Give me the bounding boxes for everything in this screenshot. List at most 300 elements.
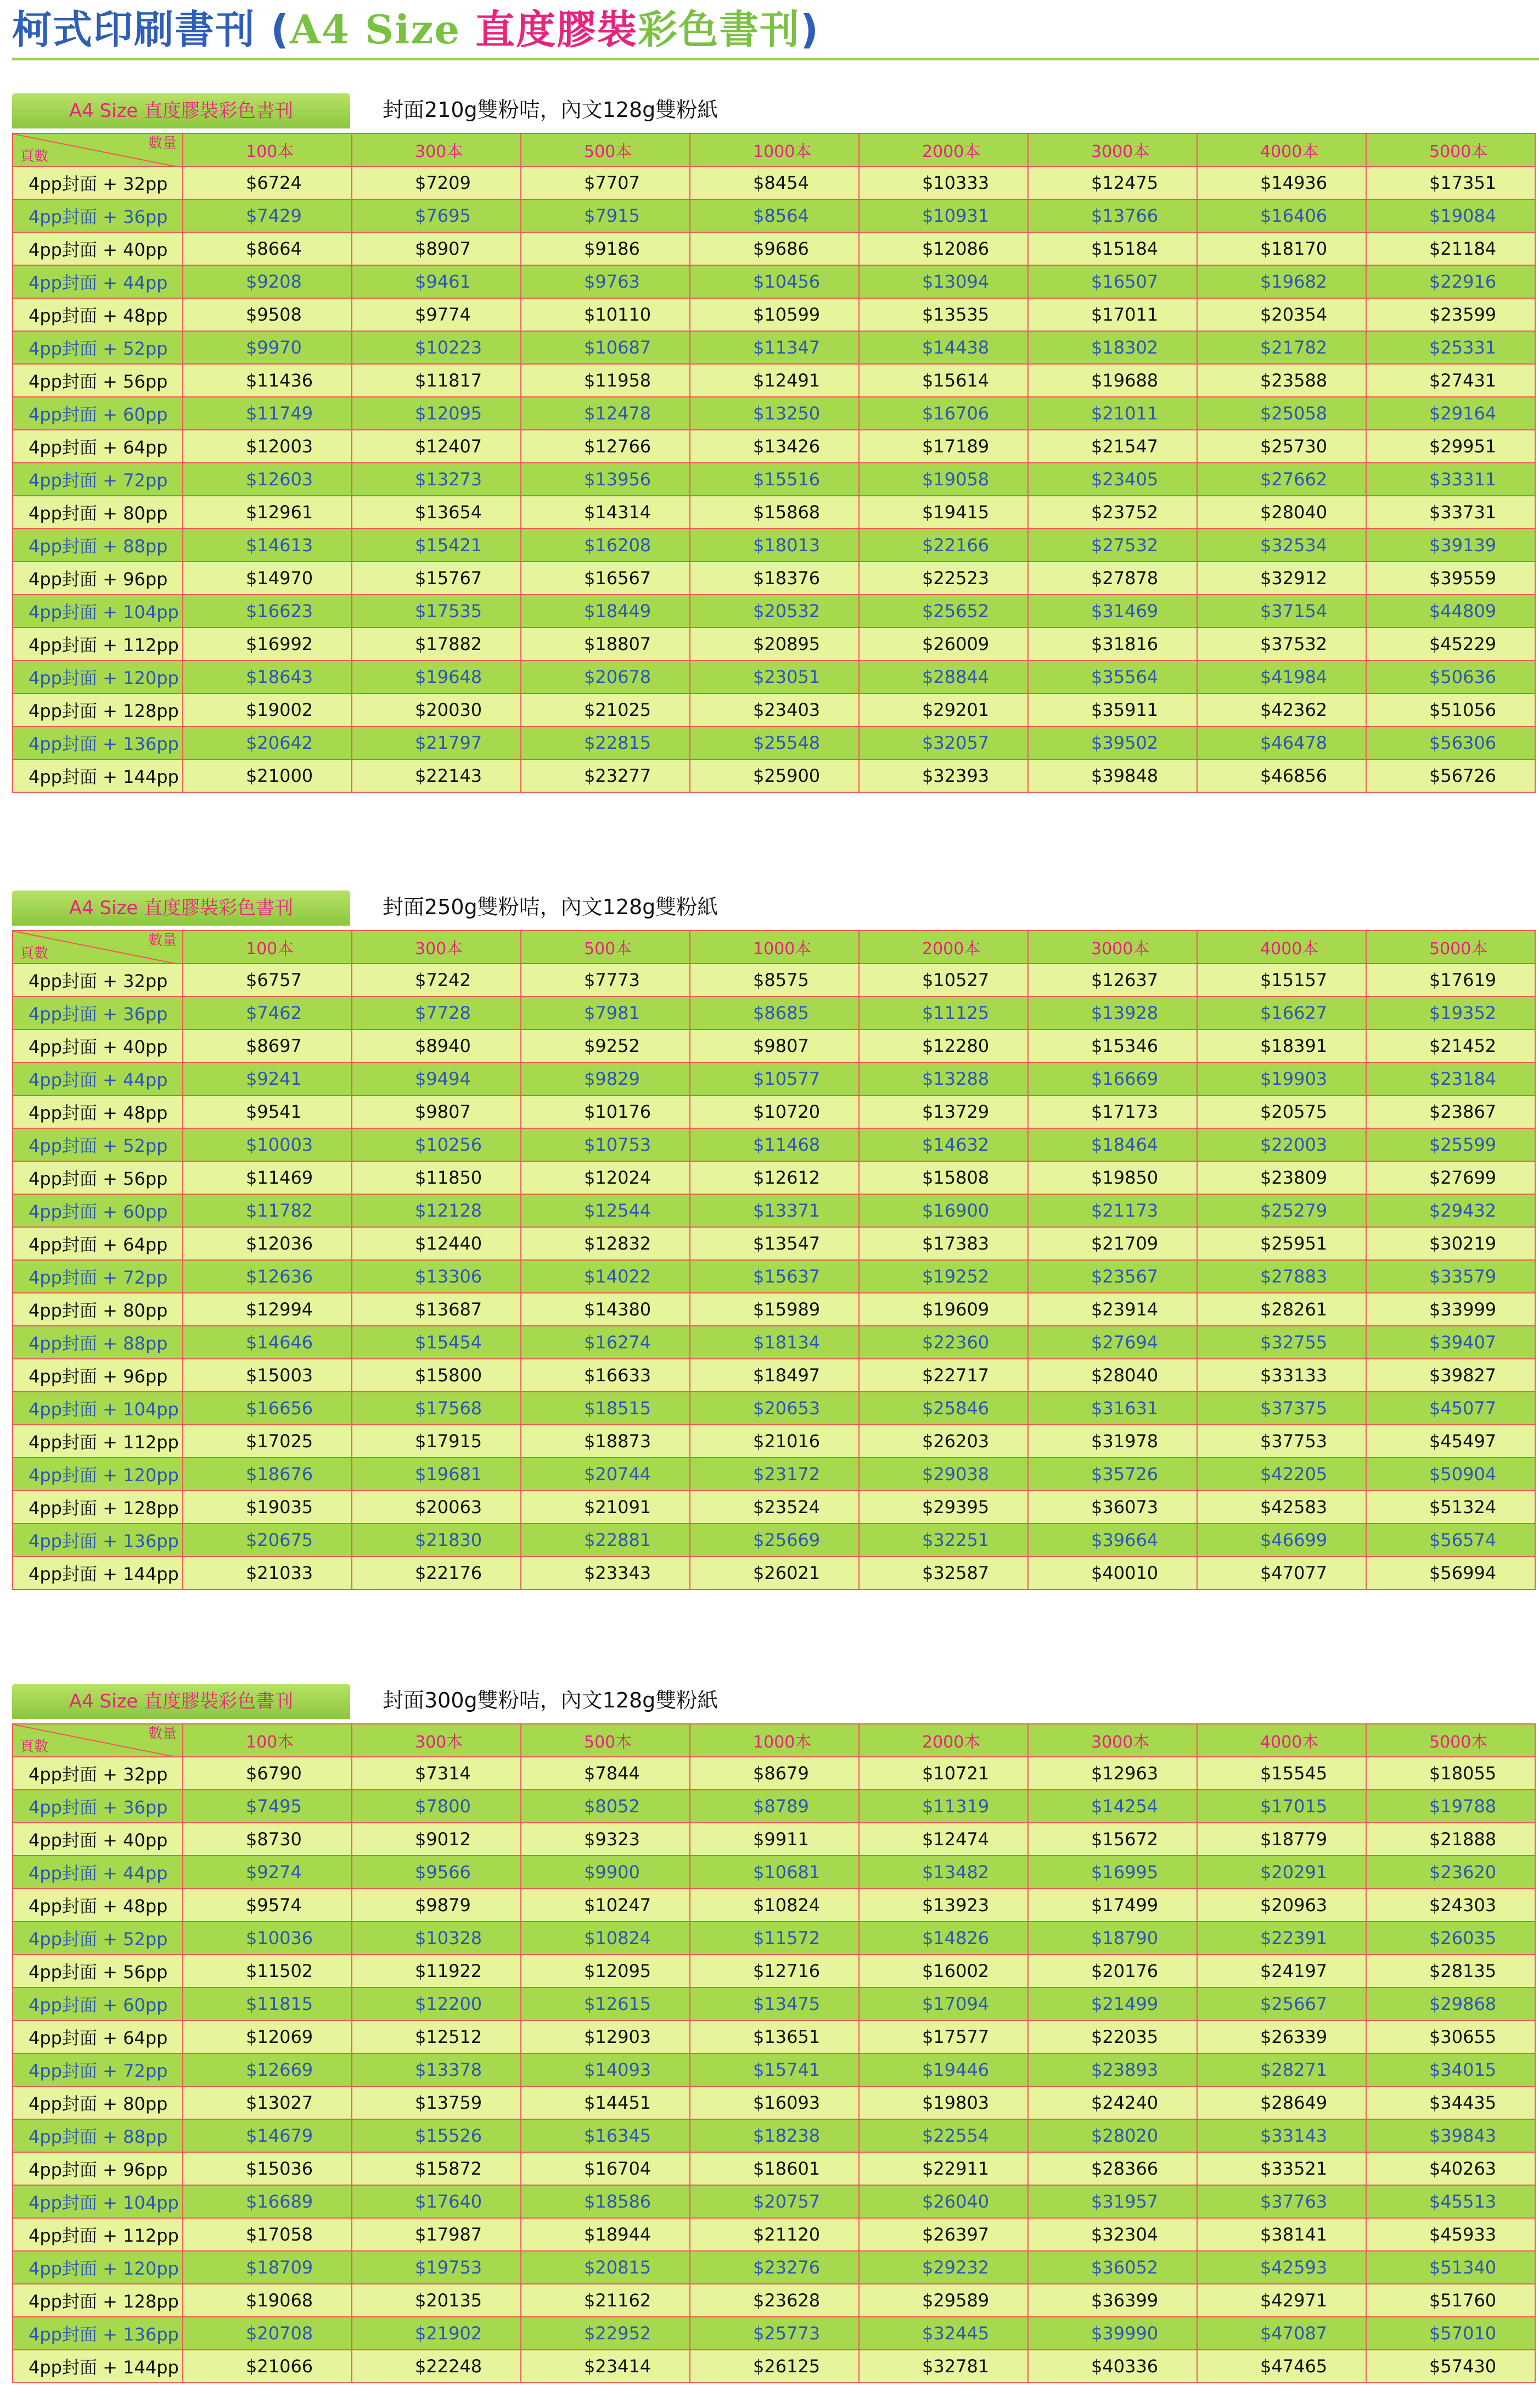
- price-cell: $56994: [1366, 1556, 1535, 1589]
- paper-spec: 封面210g雙粉咭，內文128g雙粉紙: [383, 98, 718, 122]
- price-cell: $28020: [1028, 2119, 1197, 2152]
- price-cell: $16669: [1028, 1062, 1197, 1095]
- table-row: [13, 1128, 1535, 1161]
- price-cell: $13273: [352, 463, 521, 496]
- price-cell: $33731: [1366, 496, 1535, 529]
- page-count-label: 4pp封面 + 120pp: [13, 660, 183, 693]
- price-cell: $11817: [352, 364, 521, 397]
- price-cell: $14380: [521, 1293, 690, 1326]
- table-row: [13, 2119, 1535, 2152]
- price-cell: $51056: [1366, 693, 1535, 726]
- price-cell: $28135: [1366, 1955, 1535, 1987]
- page-count-label: 4pp封面 + 52pp: [13, 1128, 183, 1161]
- price-cell: $16507: [1028, 265, 1197, 298]
- price-cell: $37375: [1197, 1392, 1366, 1425]
- price-cell: $10176: [521, 1095, 690, 1128]
- price-cell: $18601: [690, 2152, 859, 2185]
- price-cell: $13928: [1028, 996, 1197, 1029]
- price-cell: $17025: [183, 1425, 352, 1458]
- quantity-header: 100本: [183, 1724, 352, 1757]
- price-cell: $27878: [1028, 562, 1197, 595]
- price-cell: $16623: [183, 595, 352, 628]
- quantity-header: 2000本: [859, 1724, 1028, 1757]
- price-cell: $11319: [859, 1790, 1028, 1823]
- table-row: [13, 1889, 1535, 1922]
- price-cell: $23914: [1028, 1293, 1197, 1326]
- price-cell: $17640: [352, 2185, 521, 2218]
- price-cell: $18134: [690, 1326, 859, 1359]
- price-cell: $11468: [690, 1128, 859, 1161]
- price-cell: $22911: [859, 2152, 1028, 2185]
- price-cell: $47077: [1197, 1556, 1366, 1589]
- price-cell: $20291: [1197, 1856, 1366, 1889]
- price-cell: $22143: [352, 759, 521, 792]
- quantity-header: 3000本: [1028, 931, 1197, 964]
- quantity-header: 100本: [183, 133, 352, 166]
- price-cell: $39990: [1028, 2317, 1197, 2350]
- price-cell: $50904: [1366, 1458, 1535, 1491]
- price-cell: $22360: [859, 1326, 1028, 1359]
- quantity-header: 500本: [521, 133, 690, 166]
- price-cell: $23567: [1028, 1260, 1197, 1293]
- price-cell: $23809: [1197, 1161, 1366, 1194]
- quantity-header: 5000本: [1366, 1724, 1535, 1757]
- price-cell: $10003: [183, 1128, 352, 1161]
- quantity-header: 300本: [352, 133, 521, 166]
- page-count-label: 4pp封面 + 32pp: [13, 964, 183, 996]
- price-cell: $20708: [183, 2317, 352, 2350]
- price-cell: $8940: [352, 1029, 521, 1062]
- price-cell: $15454: [352, 1326, 521, 1359]
- page-count-label: 4pp封面 + 120pp: [13, 1458, 183, 1491]
- price-cell: $25548: [690, 726, 859, 759]
- price-cell: $10328: [352, 1922, 521, 1955]
- table-row: [13, 1425, 1535, 1458]
- price-cell: $17383: [859, 1227, 1028, 1260]
- price-cell: $14093: [521, 2053, 690, 2086]
- page-count-label: 4pp封面 + 44pp: [13, 1856, 183, 1889]
- price-cell: $33143: [1197, 2119, 1366, 2152]
- table-row: [13, 759, 1535, 792]
- price-cell: $19252: [859, 1260, 1028, 1293]
- price-cell: $16274: [521, 1326, 690, 1359]
- quantity-header: 5000本: [1366, 133, 1535, 166]
- price-cell: $7728: [352, 996, 521, 1029]
- price-cell: $7462: [183, 996, 352, 1029]
- price-cell: $27532: [1028, 529, 1197, 562]
- price-cell: $32534: [1197, 529, 1366, 562]
- price-cell: $42205: [1197, 1458, 1366, 1491]
- price-cell: $22815: [521, 726, 690, 759]
- price-cell: $18709: [183, 2251, 352, 2284]
- price-cell: $14254: [1028, 1790, 1197, 1823]
- price-cell: $32587: [859, 1556, 1028, 1589]
- table-row: [13, 726, 1535, 759]
- table-row: [13, 595, 1535, 628]
- price-cell: $7844: [521, 1757, 690, 1790]
- price-cell: $16567: [521, 562, 690, 595]
- price-cell: $25773: [690, 2317, 859, 2350]
- table-row: [13, 2284, 1535, 2317]
- price-cell: $14826: [859, 1922, 1028, 1955]
- price-cell: $14936: [1197, 166, 1366, 199]
- price-cell: $32304: [1028, 2218, 1197, 2251]
- price-cell: $8679: [690, 1757, 859, 1790]
- price-cell: $26125: [690, 2350, 859, 2383]
- price-cell: $44809: [1366, 595, 1535, 628]
- price-cell: $12036: [183, 1227, 352, 1260]
- price-cell: $39407: [1366, 1326, 1535, 1359]
- price-cell: $7695: [352, 199, 521, 232]
- price-cell: $9541: [183, 1095, 352, 1128]
- price-cell: $12474: [859, 1823, 1028, 1856]
- price-cell: $9574: [183, 1889, 352, 1922]
- page-count-label: 4pp封面 + 64pp: [13, 1227, 183, 1260]
- price-cell: $21184: [1366, 232, 1535, 265]
- price-cell: $36052: [1028, 2251, 1197, 2284]
- price-cell: $20176: [1028, 1955, 1197, 1987]
- table-row: [13, 1491, 1535, 1524]
- price-cell: $23276: [690, 2251, 859, 2284]
- page-count-label: 4pp封面 + 112pp: [13, 1425, 183, 1458]
- quantity-header: 4000本: [1197, 133, 1366, 166]
- table-row: [13, 2350, 1535, 2383]
- price-cell: $26040: [859, 2185, 1028, 2218]
- price-cell: $15989: [690, 1293, 859, 1326]
- price-cell: $15003: [183, 1359, 352, 1392]
- table-row: [13, 265, 1535, 298]
- page-count-label: 4pp封面 + 36pp: [13, 1790, 183, 1823]
- price-cell: $20653: [690, 1392, 859, 1425]
- price-cell: $45229: [1366, 628, 1535, 660]
- price-cell: $23628: [690, 2284, 859, 2317]
- price-cell: $33999: [1366, 1293, 1535, 1326]
- price-cell: $9911: [690, 1823, 859, 1856]
- price-cell: $22554: [859, 2119, 1028, 2152]
- price-cell: $12200: [352, 1987, 521, 2020]
- page-title: [12, 5, 819, 54]
- price-cell: $21120: [690, 2218, 859, 2251]
- price-cell: $31978: [1028, 1425, 1197, 1458]
- page-count-label: 4pp封面 + 36pp: [13, 996, 183, 1029]
- quantity-label: 數量: [148, 1726, 177, 1742]
- table-row: [13, 1823, 1535, 1856]
- price-cell: $9012: [352, 1823, 521, 1856]
- price-cell: $15157: [1197, 964, 1366, 996]
- table-row: [13, 496, 1535, 529]
- page-count-label: 4pp封面 + 60pp: [13, 397, 183, 430]
- price-cell: $18790: [1028, 1922, 1197, 1955]
- price-cell: $19058: [859, 463, 1028, 496]
- price-cell: $28649: [1197, 2086, 1366, 2119]
- price-table: [12, 133, 1536, 793]
- price-cell: $13288: [859, 1062, 1028, 1095]
- section-badge: A4 Size 直度膠裝彩色書刊: [12, 891, 350, 926]
- price-cell: $19803: [859, 2086, 1028, 2119]
- price-cell: $28271: [1197, 2053, 1366, 2086]
- price-cell: $38141: [1197, 2218, 1366, 2251]
- price-cell: $18170: [1197, 232, 1366, 265]
- price-cell: $20642: [183, 726, 352, 759]
- price-cell: $37532: [1197, 628, 1366, 660]
- price-cell: $29201: [859, 693, 1028, 726]
- price-cell: $15421: [352, 529, 521, 562]
- price-cell: $17568: [352, 1392, 521, 1425]
- table-row: [13, 1194, 1535, 1227]
- table-row: [13, 331, 1535, 364]
- page-count-label: 4pp封面 + 88pp: [13, 1326, 183, 1359]
- price-cell: $10681: [690, 1856, 859, 1889]
- price-cell: $33521: [1197, 2152, 1366, 2185]
- table-header-row: [13, 931, 1535, 964]
- price-cell: $14314: [521, 496, 690, 529]
- price-cell: $12766: [521, 430, 690, 463]
- price-cell: $33311: [1366, 463, 1535, 496]
- price-cell: $34435: [1366, 2086, 1535, 2119]
- price-cell: $17351: [1366, 166, 1535, 199]
- price-cell: $24240: [1028, 2086, 1197, 2119]
- price-cell: $31469: [1028, 595, 1197, 628]
- price-cell: $18779: [1197, 1823, 1366, 1856]
- price-cell: $18464: [1028, 1128, 1197, 1161]
- price-cell: $51760: [1366, 2284, 1535, 2317]
- price-cell: $26339: [1197, 2020, 1366, 2053]
- price-cell: $21000: [183, 759, 352, 792]
- price-cell: $11782: [183, 1194, 352, 1227]
- page-count-label: 4pp封面 + 40pp: [13, 232, 183, 265]
- price-cell: $10721: [859, 1757, 1028, 1790]
- page-count-label: 4pp封面 + 128pp: [13, 693, 183, 726]
- table-row: [13, 1062, 1535, 1095]
- price-cell: $21902: [352, 2317, 521, 2350]
- table-row: [13, 232, 1535, 265]
- price-cell: $16689: [183, 2185, 352, 2218]
- table-row: [13, 298, 1535, 331]
- price-cell: $19415: [859, 496, 1028, 529]
- page-count-label: 4pp封面 + 88pp: [13, 529, 183, 562]
- price-cell: $56306: [1366, 726, 1535, 759]
- price-cell: $6757: [183, 964, 352, 996]
- price-cell: $12963: [1028, 1757, 1197, 1790]
- price-cell: $12615: [521, 1987, 690, 2020]
- price-cell: $17577: [859, 2020, 1028, 2053]
- price-cell: $29232: [859, 2251, 1028, 2284]
- page-count-label: 4pp封面 + 80pp: [13, 1293, 183, 1326]
- page-count-label: 4pp封面 + 60pp: [13, 1194, 183, 1227]
- page-count-label: 4pp封面 + 144pp: [13, 2350, 183, 2383]
- table-corner-cell: [13, 931, 183, 964]
- price-cell: $15808: [859, 1161, 1028, 1194]
- price-cell: $29951: [1366, 430, 1535, 463]
- price-cell: $8907: [352, 232, 521, 265]
- price-cell: $19035: [183, 1491, 352, 1524]
- price-cell: $18238: [690, 2119, 859, 2152]
- price-cell: $22176: [352, 1556, 521, 1589]
- section-badge: A4 Size 直度膠裝彩色書刊: [12, 93, 350, 128]
- price-cell: $12086: [859, 232, 1028, 265]
- price-cell: $18807: [521, 628, 690, 660]
- price-cell: $35564: [1028, 660, 1197, 693]
- price-cell: $36399: [1028, 2284, 1197, 2317]
- paper-spec: 封面300g雙粉咭，內文128g雙粉紙: [383, 1688, 718, 1712]
- table-row: [13, 2218, 1535, 2251]
- price-cell: $12003: [183, 430, 352, 463]
- price-cell: $12095: [521, 1955, 690, 1987]
- price-cell: $25730: [1197, 430, 1366, 463]
- page-count-label: 4pp封面 + 40pp: [13, 1029, 183, 1062]
- price-cell: $16633: [521, 1359, 690, 1392]
- price-cell: $21452: [1366, 1029, 1535, 1062]
- price-cell: $56574: [1366, 1524, 1535, 1556]
- price-cell: $14679: [183, 2119, 352, 2152]
- price-cell: $22003: [1197, 1128, 1366, 1161]
- table-row: [13, 397, 1535, 430]
- price-cell: $7707: [521, 166, 690, 199]
- price-cell: $21888: [1366, 1823, 1535, 1856]
- quantity-header: 2000本: [859, 133, 1028, 166]
- table-row: [13, 2251, 1535, 2284]
- quantity-header: 500本: [521, 1724, 690, 1757]
- price-cell: $16002: [859, 1955, 1028, 1987]
- price-cell: $10824: [521, 1922, 690, 1955]
- price-cell: $45497: [1366, 1425, 1535, 1458]
- price-cell: $37154: [1197, 595, 1366, 628]
- table-row: [13, 1161, 1535, 1194]
- price-cell: $13535: [859, 298, 1028, 331]
- price-cell: $12994: [183, 1293, 352, 1326]
- page-count-label: 4pp封面 + 80pp: [13, 496, 183, 529]
- price-cell: $15872: [352, 2152, 521, 2185]
- price-cell: $20815: [521, 2251, 690, 2284]
- price-cell: $23620: [1366, 1856, 1535, 1889]
- page-count-label: 4pp封面 + 104pp: [13, 1392, 183, 1425]
- price-cell: $15672: [1028, 1823, 1197, 1856]
- table-row: [13, 1556, 1535, 1589]
- table-row: [13, 1790, 1535, 1823]
- price-cell: $23051: [690, 660, 859, 693]
- price-cell: $9807: [352, 1095, 521, 1128]
- price-cell: $37763: [1197, 2185, 1366, 2218]
- price-cell: $23893: [1028, 2053, 1197, 2086]
- price-cell: $12280: [859, 1029, 1028, 1062]
- price-cell: $10110: [521, 298, 690, 331]
- table-row: [13, 1458, 1535, 1491]
- price-cell: $56726: [1366, 759, 1535, 792]
- price-cell: $9241: [183, 1062, 352, 1095]
- page-count-label: 4pp封面 + 48pp: [13, 1889, 183, 1922]
- price-cell: $15800: [352, 1359, 521, 1392]
- price-cell: $21547: [1028, 430, 1197, 463]
- price-cell: $12636: [183, 1260, 352, 1293]
- price-cell: $9274: [183, 1856, 352, 1889]
- price-cell: $16995: [1028, 1856, 1197, 1889]
- section-header: [12, 1677, 1536, 1721]
- price-cell: $16345: [521, 2119, 690, 2152]
- price-cell: $29589: [859, 2284, 1028, 2317]
- page-count-label: 4pp封面 + 32pp: [13, 1757, 183, 1790]
- price-cell: $10456: [690, 265, 859, 298]
- price-cell: $19788: [1366, 1790, 1535, 1823]
- price-cell: $17011: [1028, 298, 1197, 331]
- price-cell: $9900: [521, 1856, 690, 1889]
- price-cell: $40263: [1366, 2152, 1535, 2185]
- table-row: [13, 1359, 1535, 1392]
- price-cell: $27699: [1366, 1161, 1535, 1194]
- price-cell: $18376: [690, 562, 859, 595]
- quantity-header: 100本: [183, 931, 352, 964]
- price-cell: $9970: [183, 331, 352, 364]
- pages-label: 頁數: [20, 945, 49, 962]
- price-cell: $19068: [183, 2284, 352, 2317]
- table-row: [13, 660, 1535, 693]
- price-cell: $9252: [521, 1029, 690, 1062]
- price-cell: $26203: [859, 1425, 1028, 1458]
- price-cell: $13371: [690, 1194, 859, 1227]
- page-count-label: 4pp封面 + 80pp: [13, 2086, 183, 2119]
- price-cell: $8789: [690, 1790, 859, 1823]
- price-cell: $46699: [1197, 1524, 1366, 1556]
- price-cell: $8454: [690, 166, 859, 199]
- price-cell: $11922: [352, 1955, 521, 1987]
- price-cell: $10753: [521, 1128, 690, 1161]
- price-cell: $14646: [183, 1326, 352, 1359]
- price-cell: $45513: [1366, 2185, 1535, 2218]
- price-cell: $29868: [1366, 1987, 1535, 2020]
- price-cell: $17882: [352, 628, 521, 660]
- page-count-label: 4pp封面 + 36pp: [13, 199, 183, 232]
- price-cell: $41984: [1197, 660, 1366, 693]
- price-cell: $13759: [352, 2086, 521, 2119]
- quantity-label: 數量: [148, 135, 177, 152]
- price-cell: $20354: [1197, 298, 1366, 331]
- page-count-label: 4pp封面 + 64pp: [13, 430, 183, 463]
- price-cell: $30655: [1366, 2020, 1535, 2053]
- price-cell: $15637: [690, 1260, 859, 1293]
- table-row: [13, 166, 1535, 199]
- price-cell: $21162: [521, 2284, 690, 2317]
- price-cell: $29038: [859, 1458, 1028, 1491]
- price-cell: $12832: [521, 1227, 690, 1260]
- price-cell: $32912: [1197, 562, 1366, 595]
- price-cell: $25058: [1197, 397, 1366, 430]
- price-cell: $19682: [1197, 265, 1366, 298]
- price-cell: $23172: [690, 1458, 859, 1491]
- price-cell: $8685: [690, 996, 859, 1029]
- price-cell: $9774: [352, 298, 521, 331]
- price-cell: $12961: [183, 496, 352, 529]
- table-row: [13, 364, 1535, 397]
- price-cell: $47465: [1197, 2350, 1366, 2383]
- price-cell: $19648: [352, 660, 521, 693]
- price-cell: $13094: [859, 265, 1028, 298]
- price-cell: $7915: [521, 199, 690, 232]
- price-cell: $17619: [1366, 964, 1535, 996]
- price-cell: $32755: [1197, 1326, 1366, 1359]
- quantity-header: 300本: [352, 1724, 521, 1757]
- price-cell: $16704: [521, 2152, 690, 2185]
- price-cell: $23343: [521, 1556, 690, 1589]
- price-cell: $14022: [521, 1260, 690, 1293]
- price-cell: $23277: [521, 759, 690, 792]
- price-cell: $17535: [352, 595, 521, 628]
- price-cell: $9208: [183, 265, 352, 298]
- price-cell: $9186: [521, 232, 690, 265]
- price-cell: $15767: [352, 562, 521, 595]
- price-cell: $16406: [1197, 199, 1366, 232]
- price-cell: $27662: [1197, 463, 1366, 496]
- price-cell: $8575: [690, 964, 859, 996]
- price-cell: $10223: [352, 331, 521, 364]
